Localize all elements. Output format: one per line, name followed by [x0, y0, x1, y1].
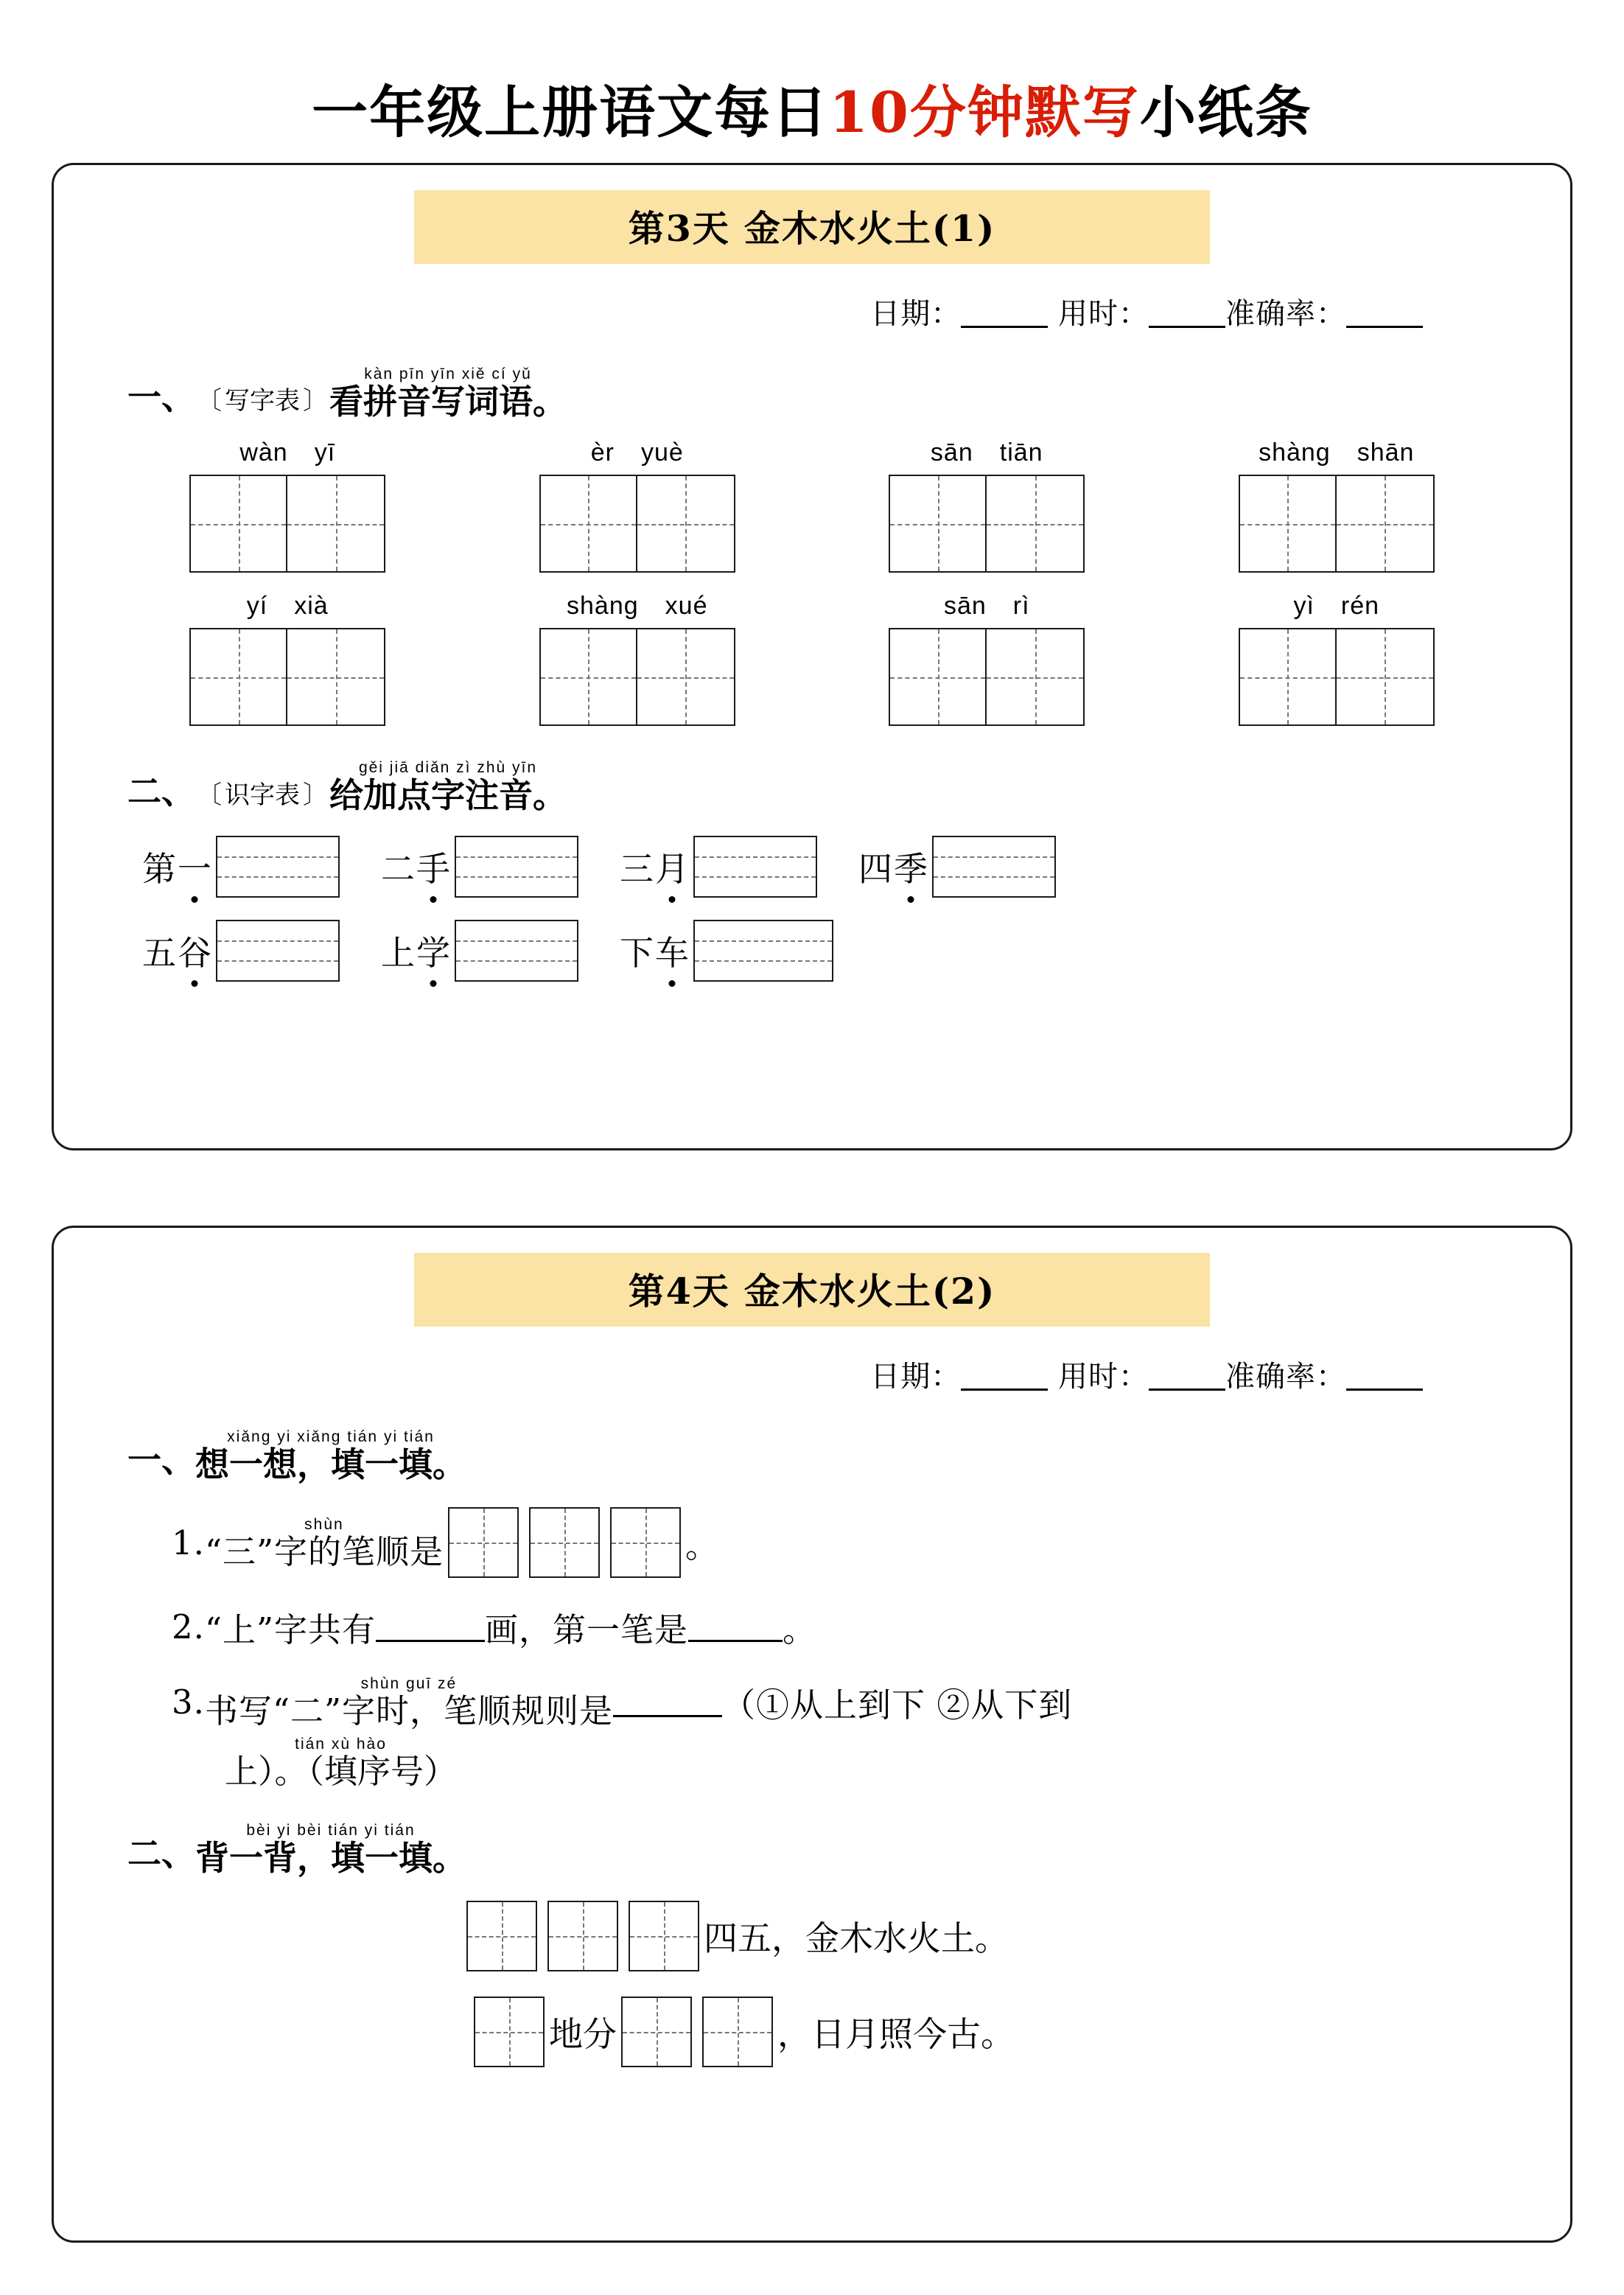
pinyin-label	[567, 592, 707, 621]
word-prefix: 四	[858, 848, 892, 889]
title-part2: 小纸条	[1139, 80, 1312, 145]
day3-meta-line	[54, 290, 1570, 332]
pinyin-syllable: yì	[1293, 592, 1315, 621]
day4-meta-line	[54, 1353, 1570, 1395]
dotted-char: 季	[892, 842, 929, 891]
pinyin-syllable: shān	[1357, 439, 1415, 467]
word-prefix: 第	[142, 848, 176, 889]
bracket-close: 〕	[303, 386, 328, 416]
fill-row-2-mid-text: 地分	[549, 2014, 617, 2055]
word-prefix: 二	[381, 848, 415, 889]
day4-question-2	[172, 1603, 1570, 1651]
pinyin-syllable: wàn	[239, 439, 288, 467]
pinyin-syllable: yí	[246, 592, 268, 621]
zhuyin-item-6	[381, 920, 578, 982]
question-3-line2-text: 上）。（填序号）	[225, 1751, 458, 1791]
tianzige-boxes[interactable]	[539, 475, 735, 573]
section-number: 一、	[127, 377, 195, 418]
day3-section-1-heading	[127, 366, 1570, 422]
tianzige-cell[interactable]	[547, 1901, 618, 1971]
pinyin-annotation: shùn guī zé	[360, 1675, 458, 1693]
pinyin-syllable: xué	[665, 592, 708, 621]
tianzige-boxes[interactable]	[1239, 628, 1435, 726]
tianzige-boxes[interactable]	[539, 628, 735, 726]
title-part1: 一年级上册语文每日	[312, 80, 830, 145]
question-1-stroke-boxes[interactable]	[448, 1507, 681, 1578]
accuracy-blank[interactable]	[1346, 296, 1423, 328]
tianzige-cell[interactable]	[529, 1507, 600, 1578]
date-blank[interactable]	[961, 1359, 1048, 1391]
fill-row-2-text: ，日月照今古。	[777, 2014, 1015, 2055]
tianzige-cell[interactable]	[889, 628, 987, 726]
day4-section-2-heading	[127, 1823, 1570, 1876]
question-2-blank-2[interactable]	[688, 1612, 783, 1642]
section-tag: 识字表	[225, 780, 300, 810]
pinyin-word-3	[889, 439, 1085, 573]
section-number: 一、	[127, 1440, 195, 1481]
zhuyin-item-2	[381, 836, 578, 898]
question-2-mid: 画，第一笔是	[484, 1610, 688, 1650]
tianzige-boxes[interactable]	[889, 475, 1085, 573]
tianzige-cell[interactable]	[987, 628, 1085, 726]
question-number: 1.	[172, 1523, 205, 1562]
bracket-close: 〕	[303, 780, 328, 810]
bracket-open: 〔	[197, 780, 222, 810]
section-1-ruby-text	[195, 1429, 466, 1482]
dotted-char: 手	[415, 842, 452, 891]
tianzige-cell[interactable]	[287, 475, 385, 573]
pinyin-annotation: tián xù hào	[295, 1735, 387, 1753]
time-blank[interactable]	[1149, 1359, 1225, 1391]
date-blank[interactable]	[961, 296, 1048, 328]
section-1-text: 看拼音写词语。	[329, 382, 567, 422]
pinyin-syllable: yī	[314, 439, 336, 467]
pinyin-answer-box[interactable]	[216, 836, 340, 898]
day4-question-3	[172, 1675, 1570, 1731]
tianzige-cell[interactable]	[287, 628, 385, 726]
pinyin-answer-box[interactable]	[216, 920, 340, 982]
date-label: 日期：	[870, 297, 962, 331]
bracket-open: 〔	[197, 386, 222, 416]
pinyin-label	[944, 592, 1030, 621]
question-1-suffix: 。	[685, 1526, 719, 1565]
dotted-char: 车	[654, 926, 690, 975]
day3-pinyin-row-1	[54, 439, 1570, 573]
dotted-char: 谷	[176, 926, 213, 975]
accuracy-label: 准确率：	[1225, 1360, 1346, 1394]
section-number: 二、	[127, 771, 195, 811]
pinyin-syllable: rén	[1340, 592, 1380, 621]
section-2-ruby-text	[329, 759, 567, 816]
tianzige-cell[interactable]	[1337, 628, 1435, 726]
question-2-suffix: 。	[782, 1610, 816, 1650]
section-1-text: 想一想，填一填。	[195, 1445, 466, 1484]
pinyin-syllable: shàng	[1259, 439, 1331, 467]
pinyin-label	[1259, 439, 1414, 467]
section-tag: 写字表	[225, 386, 300, 416]
pinyin-syllable: sān	[943, 592, 987, 621]
tianzige-cell[interactable]	[629, 1901, 699, 1971]
pinyin-label	[931, 439, 1043, 467]
pinyin-word-8	[1239, 592, 1435, 726]
day4-fill-row-1	[466, 1901, 1570, 1971]
zhuyin-item-1	[142, 836, 340, 898]
pinyin-syllable: rì	[1012, 592, 1030, 621]
pinyin-answer-box[interactable]	[693, 920, 833, 982]
pinyin-label	[239, 439, 335, 467]
fill-row-2-boxes-before[interactable]	[474, 1997, 545, 2067]
pinyin-label	[1293, 592, 1379, 621]
word-prefix: 上	[381, 932, 415, 973]
tianzige-cell[interactable]	[1337, 475, 1435, 573]
zhuyin-item-3	[620, 836, 817, 898]
pinyin-answer-box[interactable]	[932, 836, 1056, 898]
day3-title-bar: 第3天 金木水火土(1)	[414, 190, 1210, 264]
tianzige-cell[interactable]	[539, 628, 637, 726]
day4-title-bar: 第4天 金木水火土(2)	[414, 1253, 1210, 1327]
tianzige-cell[interactable]	[637, 475, 735, 573]
fill-row-1-text: 四五，金木水火土。	[704, 1918, 1009, 1959]
pinyin-syllable: sān	[930, 439, 973, 467]
date-label: 日期：	[870, 1360, 962, 1394]
day4-card	[52, 1226, 1572, 2243]
day4-fill-row-2	[474, 1997, 1570, 2067]
pinyin-word-6	[539, 592, 735, 726]
pinyin-annotation: xiǎng yi xiǎng tián yi tián	[227, 1428, 435, 1445]
pinyin-word-5	[189, 592, 385, 726]
tianzige-cell[interactable]	[987, 475, 1085, 573]
day4-question-3-line2	[225, 1736, 1570, 1789]
tianzige-cell[interactable]	[889, 475, 987, 573]
question-number: 3.	[172, 1683, 205, 1722]
pinyin-word-1	[189, 439, 385, 573]
question-2-prefix: “上”字共有	[204, 1610, 376, 1650]
tianzige-cell[interactable]	[466, 1901, 537, 1971]
title-highlight: 10分钟默写	[829, 80, 1140, 145]
section-2-text: 给加点字注音。	[329, 775, 567, 816]
time-blank[interactable]	[1149, 296, 1225, 328]
day4-section-1-heading	[127, 1429, 1570, 1482]
tianzige-cell[interactable]	[189, 628, 287, 726]
pinyin-syllable: yuè	[640, 439, 684, 467]
pinyin-label	[247, 592, 329, 621]
day3-zhuyin-row-2	[54, 920, 1570, 982]
question-2-blank-1[interactable]	[376, 1612, 485, 1642]
day4-question-1	[172, 1507, 1570, 1578]
pinyin-syllable: tiān	[999, 439, 1043, 467]
pinyin-annotation: bèi yi bèi tián yi tián	[246, 1821, 416, 1839]
tianzige-boxes[interactable]	[189, 628, 385, 726]
pinyin-answer-box[interactable]	[693, 836, 817, 898]
tianzige-cell[interactable]	[610, 1507, 681, 1578]
fill-row-1-boxes[interactable]	[466, 1901, 699, 1971]
section-number: 二、	[127, 1834, 195, 1874]
accuracy-label: 准确率：	[1225, 297, 1346, 331]
pinyin-syllable: xià	[294, 592, 329, 621]
page-title	[0, 0, 1624, 148]
section-2-ruby-text	[195, 1823, 466, 1876]
accuracy-blank[interactable]	[1346, 1359, 1423, 1391]
dotted-char: 学	[415, 926, 452, 975]
tianzige-cell[interactable]	[539, 475, 637, 573]
tianzige-cell[interactable]	[1239, 475, 1337, 573]
word-prefix: 三	[620, 848, 654, 889]
tianzige-cell[interactable]	[474, 1997, 545, 2067]
question-1-text-ruby	[205, 1517, 444, 1569]
tianzige-cell[interactable]	[621, 1997, 692, 2067]
day3-zhuyin-row-1	[54, 836, 1570, 898]
pinyin-word-2	[539, 439, 735, 573]
tianzige-cell[interactable]	[189, 475, 287, 573]
pinyin-syllable: èr	[590, 439, 615, 467]
word-prefix: 五	[142, 932, 176, 973]
day3-pinyin-row-2	[54, 592, 1570, 726]
tianzige-cell[interactable]	[637, 628, 735, 726]
pinyin-annotation: kàn pīn yīn xiě cí yǔ	[364, 366, 532, 382]
section-2-text: 背一背，填一填。	[195, 1837, 466, 1878]
pinyin-answer-box[interactable]	[455, 836, 578, 898]
time-label: 用时：	[1058, 297, 1149, 331]
question-number: 2.	[172, 1607, 205, 1647]
question-3-options: （①从上到下 ②从下到	[721, 1686, 1073, 1725]
question-3-text-ruby	[204, 1675, 613, 1731]
pinyin-annotation: gěi jiā diǎn zì zhù yīn	[358, 759, 538, 777]
question-1-text: “三”字的笔顺是	[204, 1531, 444, 1571]
question-3-line2-ruby	[225, 1736, 457, 1789]
dotted-char: 月	[654, 842, 690, 891]
question-3-text: 书写“二”字时，笔顺规则是	[204, 1691, 613, 1731]
section-1-ruby-text	[329, 366, 567, 422]
day3-section-2-heading	[127, 759, 1570, 816]
fill-row-2-boxes-after[interactable]	[621, 1997, 773, 2067]
zhuyin-item-7	[620, 920, 833, 982]
question-3-blank[interactable]	[613, 1687, 722, 1717]
pinyin-syllable: shàng	[567, 592, 639, 621]
day3-card	[52, 163, 1572, 1150]
tianzige-boxes[interactable]	[189, 475, 385, 573]
pinyin-annotation: shùn	[304, 1515, 344, 1533]
pinyin-label	[591, 439, 684, 467]
pinyin-word-7	[889, 592, 1085, 726]
tianzige-boxes[interactable]	[1239, 475, 1435, 573]
time-label: 用时：	[1058, 1360, 1149, 1394]
tianzige-boxes[interactable]	[889, 628, 1085, 726]
zhuyin-item-4	[858, 836, 1056, 898]
tianzige-cell[interactable]	[1239, 628, 1337, 726]
zhuyin-item-5	[142, 920, 340, 982]
word-prefix: 下	[620, 932, 654, 973]
pinyin-word-4	[1239, 439, 1435, 573]
dotted-char: 一	[176, 842, 213, 891]
pinyin-answer-box[interactable]	[455, 920, 578, 982]
tianzige-cell[interactable]	[448, 1507, 519, 1578]
tianzige-cell[interactable]	[702, 1997, 773, 2067]
